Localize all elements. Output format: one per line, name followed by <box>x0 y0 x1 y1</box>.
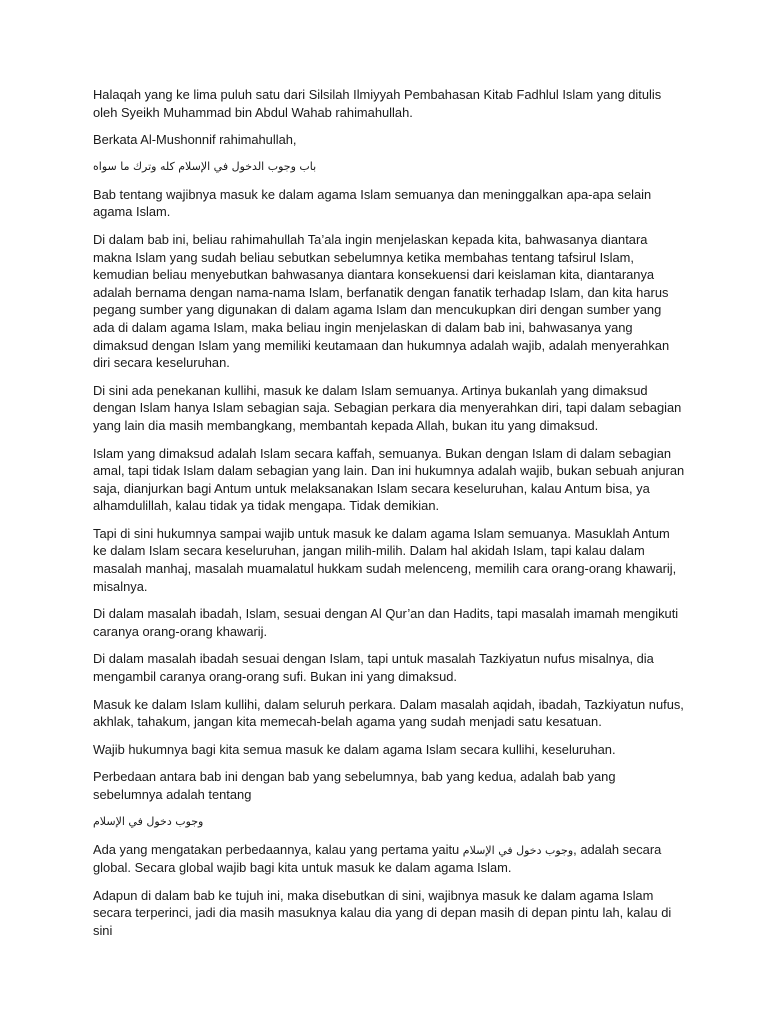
paragraph-chapter-translation: Bab tentang wajibnya masuk ke dalam agama Islam semuanya dan meninggalkan apa-apa selain agama Islam. <box>93 186 652 220</box>
paragraph-kullihi: Di sini ada penekanan kullihi, masuk ke dalam Islam semuanya. Artinya bukanlah yang dimaksud dengan Islam hanya Islam sebagian saja. Sebagian perkara dia menyerahkan diri, tapi dalam sebagian yang lain dia masih membangkang, membantah kepada Allah, bukan itu yang dimaksud. <box>93 382 682 433</box>
paragraph-perbedaan: Perbedaan antara bab ini dengan bab yang sebelumnya, bab yang kedua, adalah bab yang sebelumnya adalah tentang <box>93 769 616 802</box>
arabic-text: باب وجوب الدخول في الإسلام كله وترك ما سواه <box>93 159 317 173</box>
arabic-text: وجوب دخول في الإسلام <box>93 814 204 828</box>
document-page <box>93 86 685 950</box>
paragraph-kaffah: Islam yang dimaksud adalah Islam secara kaffah, semuanya. Bukan dengan Islam di dalam sebagian amal, tapi tidak Islam dalam sebagian yang lain. Dan ini hukumnya adalah wajib, bukan sebuah anjuran saja, dianjurkan bagi Antum untuk melaksanakan Islam secara keseluruhan, kalau Antum bisa, ya alhamdulillah, kalau tidak ya tidak mengapa. Tidak demikian. <box>93 445 685 514</box>
paragraph-terperinci: Adapun di dalam bab ke tujuh ini, maka disebutkan di sini, wajibnya masuk ke dalam agama Islam secara terperinci, jadi dia masih masuknya kalau dia yang di depan masih di depan pintu lah, kalau di sini <box>93 887 672 938</box>
paragraph-author-saying: Berkata Al-Mushonnif rahimahullah, <box>93 132 297 148</box>
paragraph-explanation: Di dalam bab ini, beliau rahimahullah Ta’ala ingin menjelaskan kepada kita, bahwasanya diantara makna Islam yang sudah beliau sebutkan sebelumnya ketika membahas tentang tafsirul Islam, kemudian beliau menyebutkan bahwasanya diantara konsekuensi dari keislaman kita, diantaranya adalah bernama dengan nama-nama Islam, berfanatik dengan fanatik terhadap Islam, dan kita harus pegang sumber yang digunakan di dalam agama Islam dan mencukupkan diri dengan sumber yang ada di dalam agama Islam, maka beliau ingin menjelaskan di dalam bab ini, bahwasanya yang dimaksud dengan Islam yang memiliki keutamaan dan hukumnya adalah wajib, adalah menyerahkan diri secara keseluruhan. <box>93 231 670 371</box>
paragraph-wajib: Tapi di sini hukumnya sampai wajib untuk masuk ke dalam agama Islam semuanya. Masuklah Antum ke dalam Islam secara keseluruhan, jangan milih-milih. Dalam hal akidah Islam, tapi kalau dalam masalah manhaj, masalah muamalatul hukkam sudah melenceng, memilih cara orang-orang khawarij, misalnya. <box>93 525 677 594</box>
paragraph-wajib-kullihi: Wajib hukumnya bagi kita semua masuk ke dalam agama Islam secara kullihi, keseluruhan. <box>93 741 616 757</box>
mixed-text-before: Ada yang mengatakan perbedaannya, kalau yang pertama yaitu <box>93 841 463 857</box>
mixed-text-after: , adalah secara global. Secara global wajib bagi kita untuk masuk ke dalam agama Islam. <box>93 841 662 876</box>
arabic-chapter-title <box>93 159 685 175</box>
paragraph-intro: Halaqah yang ke lima puluh satu dari Silsilah Ilmiyyah Pembahasan Kitab Fadhlul Islam yang ditulis oleh Syeikh Muhammad bin Abdul Wahab rahimahullah. <box>93 87 662 120</box>
arabic-previous-chapter <box>93 814 685 830</box>
inline-arabic-text: وجوب دخول في الإسلام <box>462 843 574 857</box>
paragraph-ibadah-tazkiyah: Di dalam masalah ibadah sesuai dengan Islam, tapi untuk masalah Tazkiyatun nufus misalnya, dia mengambil caranya orang-orang sufi. Bukan ini yang dimaksud. <box>93 651 654 685</box>
paragraph-seluruh-perkara: Masuk ke dalam Islam kullihi, dalam seluruh perkara. Dalam masalah aqidah, ibadah, Tazkiyatun nufus, akhlak, tahakum, jangan kita memecah-belah agama yang sudah menjadi satu kesatuan. <box>93 696 684 730</box>
paragraph-ibadah-imamah: Di dalam masalah ibadah, Islam, sesuai dengan Al Qur’an dan Hadits, tapi masalah imamah mengikuti caranya orang-orang khawarij. <box>93 606 679 639</box>
paragraph-global <box>93 841 685 877</box>
